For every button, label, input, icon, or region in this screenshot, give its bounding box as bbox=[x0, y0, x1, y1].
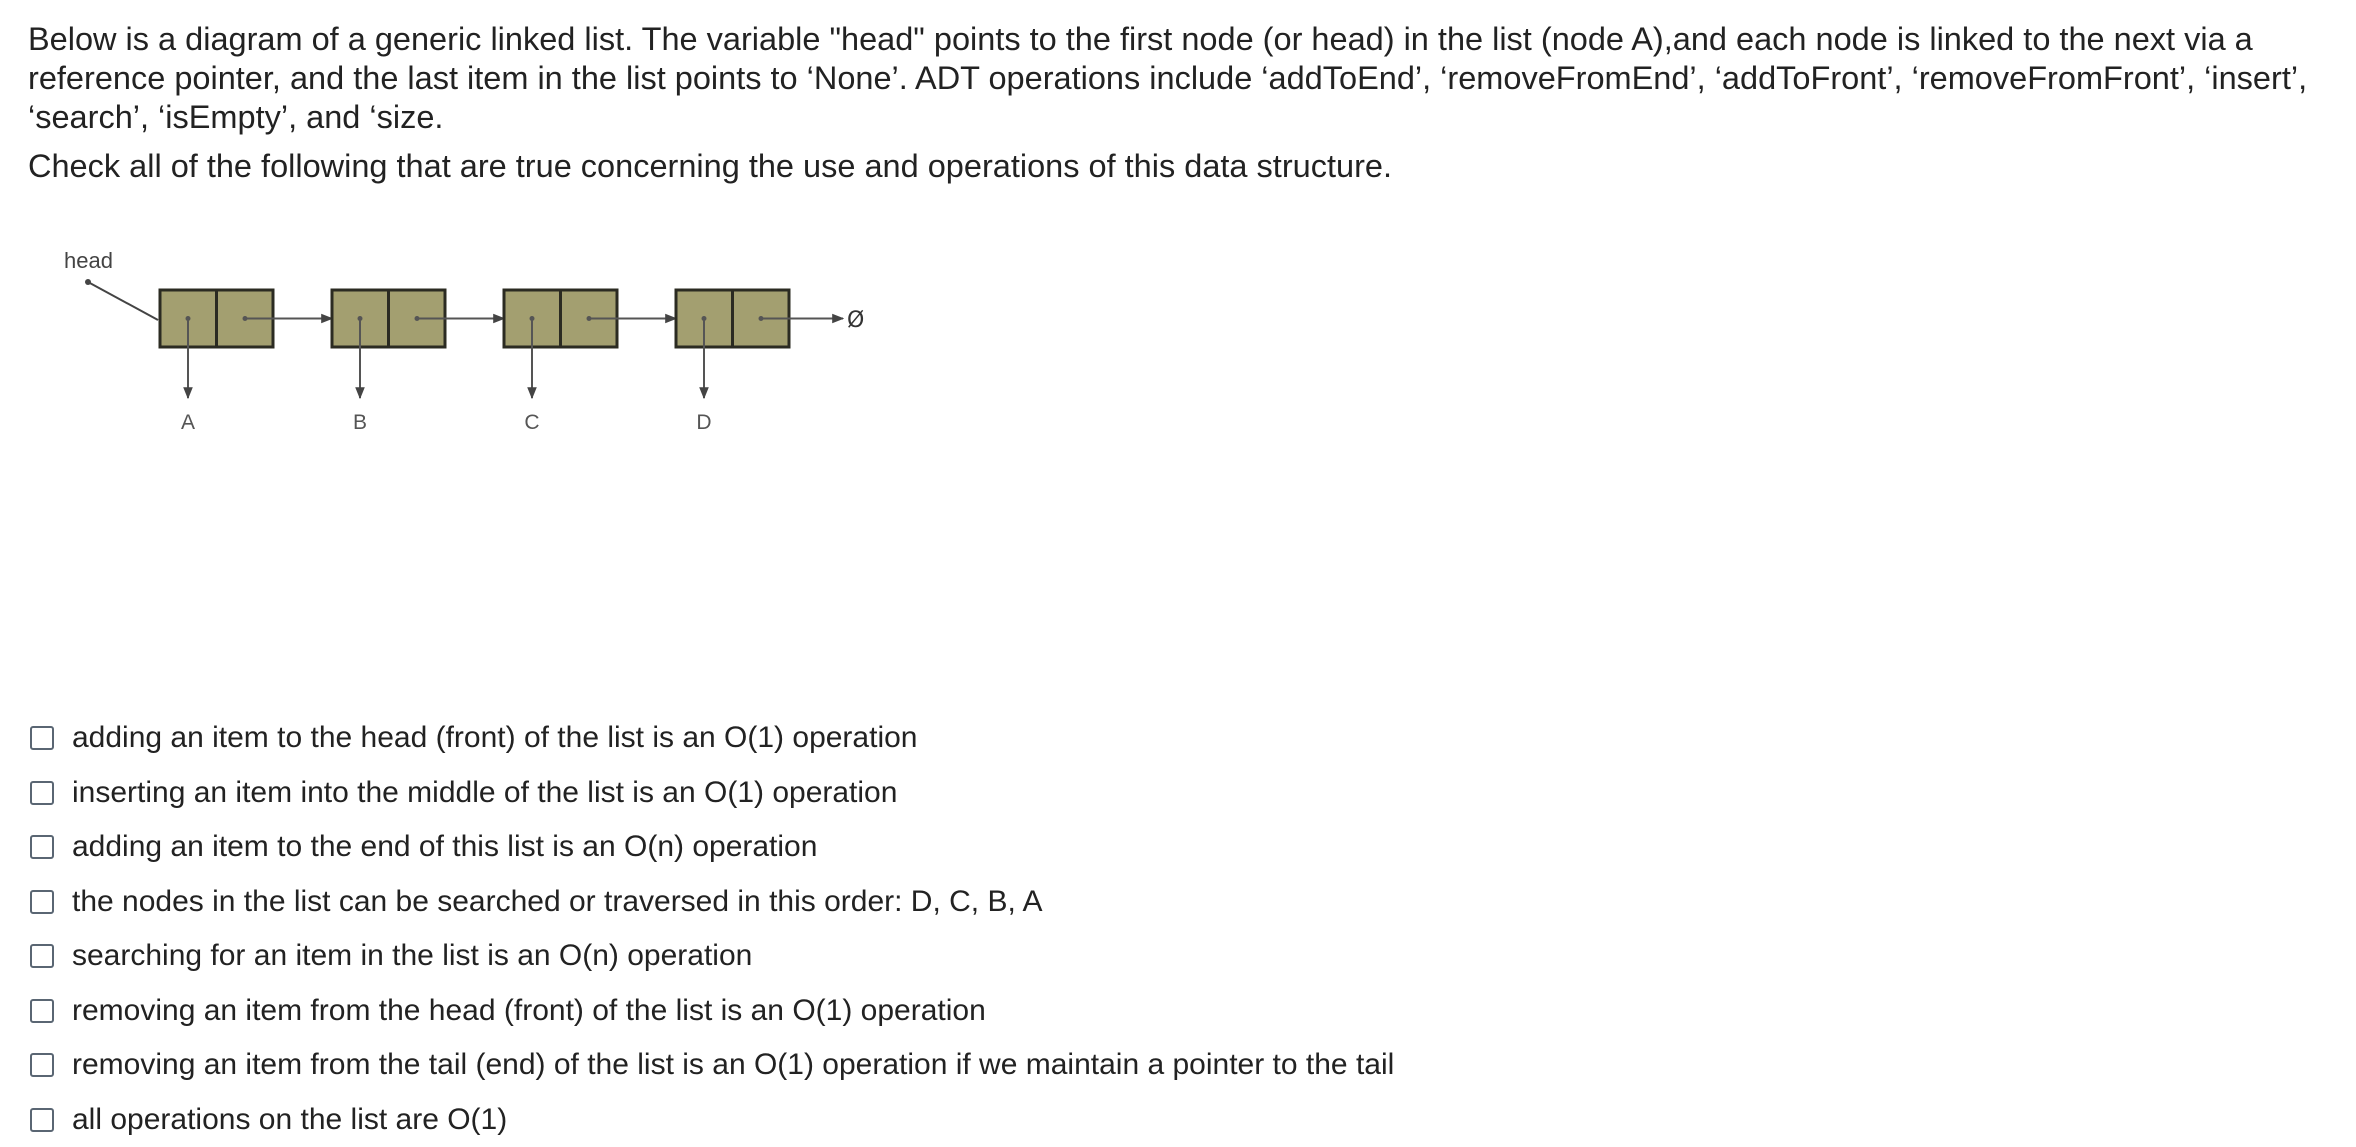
node-c bbox=[504, 290, 617, 398]
question-text bbox=[28, 20, 2328, 186]
answer-checkbox[interactable] bbox=[30, 781, 54, 805]
answer-label[interactable]: adding an item to the end of this list is an O(n) operation bbox=[72, 829, 817, 865]
answer-label[interactable]: removing an item from the tail (end) of the list is an O(1) operation if we maintain a pointer to the tail bbox=[72, 1047, 1394, 1083]
answer-options bbox=[30, 711, 1394, 1147]
answer-label[interactable]: the nodes in the list can be searched or traversed in this order: D, C, B, A bbox=[72, 884, 1043, 920]
node-label-b: B bbox=[353, 411, 367, 434]
answer-option-3[interactable] bbox=[30, 820, 1394, 875]
node-label-a: A bbox=[181, 411, 195, 434]
answer-checkbox[interactable] bbox=[30, 999, 54, 1023]
answer-checkbox[interactable] bbox=[30, 944, 54, 968]
answer-label[interactable]: inserting an item into the middle of the list is an O(1) operation bbox=[72, 775, 897, 811]
head-label: head bbox=[64, 248, 113, 273]
head-pointer-arrow bbox=[88, 282, 158, 320]
answer-checkbox[interactable] bbox=[30, 1053, 54, 1077]
answer-option-2[interactable] bbox=[30, 766, 1394, 821]
answer-option-1[interactable] bbox=[30, 711, 1394, 766]
question-description: Below is a diagram of a generic linked list. The variable "head" points to the first node (or head) in the list (node A),and each node is linked to the next via a reference pointer, and the last item in the list points to ‘None’. ADT operations include ‘addToEnd’, ‘removeFromEnd’, ‘addToFront’, ‘removeFromFront’, ‘insert’, ‘search’, ‘isEmpty’, and ‘size. bbox=[28, 20, 2328, 137]
answer-option-4[interactable] bbox=[30, 875, 1394, 930]
linked-list-diagram bbox=[50, 244, 890, 444]
answer-option-6[interactable] bbox=[30, 984, 1394, 1039]
answer-label[interactable]: all operations on the list are O(1) bbox=[72, 1102, 507, 1138]
answer-checkbox[interactable] bbox=[30, 835, 54, 859]
answer-label[interactable]: searching for an item in the list is an O(n) operation bbox=[72, 938, 752, 974]
answer-option-7[interactable] bbox=[30, 1038, 1394, 1093]
node-label-c: C bbox=[524, 411, 539, 434]
node-label-d: D bbox=[696, 411, 711, 434]
answer-label[interactable]: removing an item from the head (front) of the list is an O(1) operation bbox=[72, 993, 986, 1029]
node-b bbox=[332, 290, 445, 398]
answer-checkbox[interactable] bbox=[30, 890, 54, 914]
null-symbol: Ø bbox=[847, 308, 864, 333]
answer-label[interactable]: adding an item to the head (front) of the list is an O(1) operation bbox=[72, 720, 917, 756]
answer-option-5[interactable] bbox=[30, 929, 1394, 984]
question-instruction: Check all of the following that are true concerning the use and operations of this data structure. bbox=[28, 147, 2328, 186]
answer-checkbox[interactable] bbox=[30, 726, 54, 750]
node-a bbox=[160, 290, 273, 398]
linked-list-svg bbox=[50, 244, 890, 444]
node-d bbox=[676, 290, 789, 398]
answer-checkbox[interactable] bbox=[30, 1108, 54, 1132]
